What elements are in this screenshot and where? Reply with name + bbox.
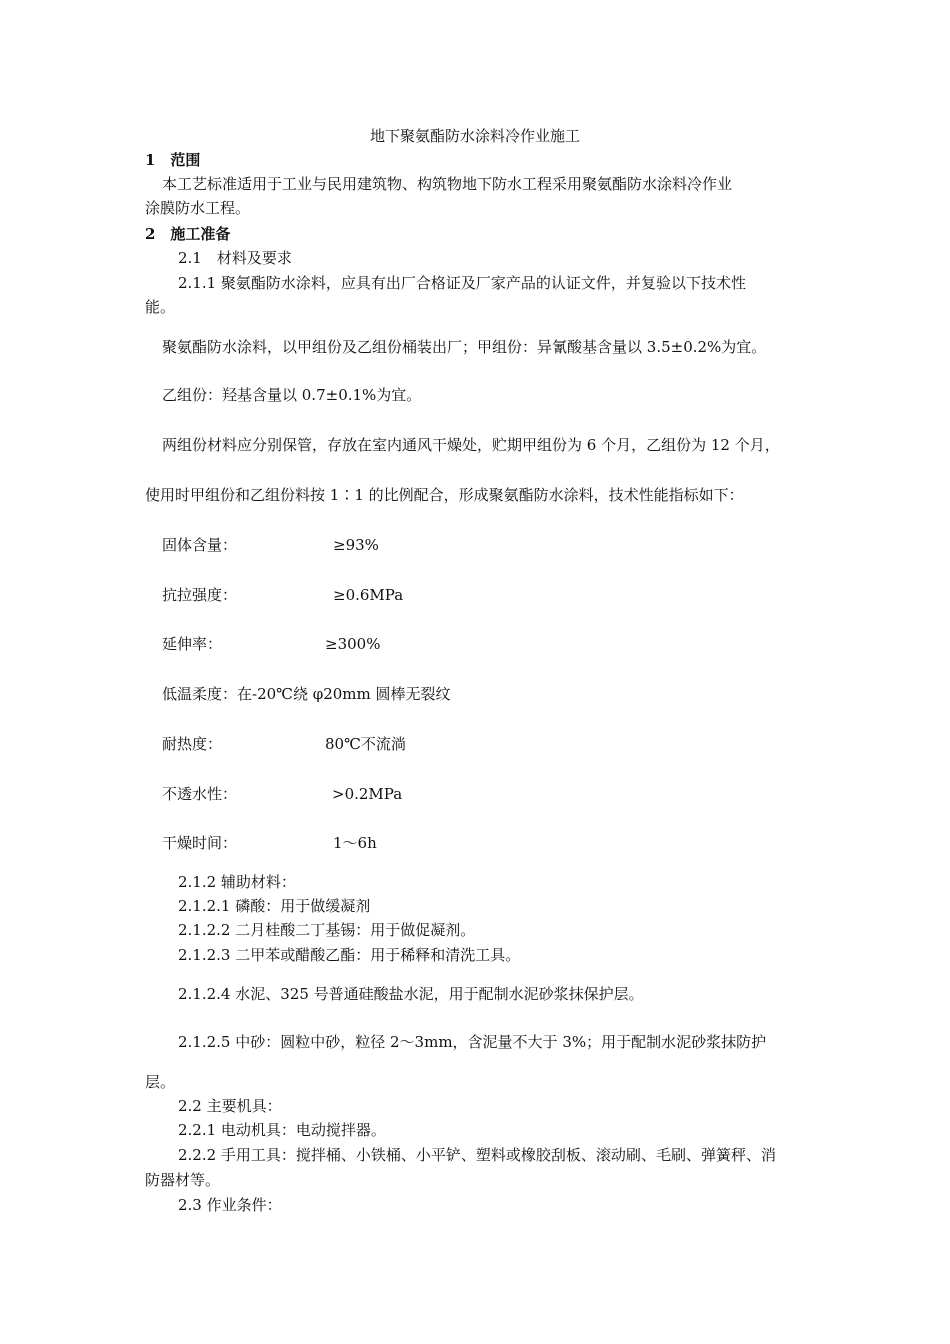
spec-value: ≥300% [325, 635, 381, 653]
section-1-heading: 1 范围 [145, 151, 201, 169]
spec-value: 在-20℃绕 φ20mm 圆棒无裂纹 [237, 685, 451, 703]
spec-row [162, 784, 402, 804]
item-2-1-2-5-line-1: 2.1.2.5 中砂：圆粒中砂，粒径 2～3mm，含泥量不大于 3%；用于配制水泥砂浆抹防护 [178, 1033, 767, 1051]
spec-label: 不透水性： [162, 785, 238, 803]
item-2-2-1: 2.2.1 电动机具：电动搅拌器。 [178, 1121, 386, 1139]
item-2-1-2-4: 2.1.2.4 水泥、325 号普通硅酸盐水泥，用于配制水泥砂浆抹保护层。 [178, 985, 644, 1003]
item-2-2-2-line-2: 防器材等。 [145, 1171, 221, 1189]
spec-value: ≥93% [333, 536, 379, 554]
spec-row [162, 833, 377, 853]
section-1-body-line-2: 涂膜防水工程。 [145, 199, 251, 217]
item-2-2-2-line-1: 2.2.2 手用工具：搅拌桶、小铁桶、小平铲、塑料或橡胶刮板、滚动刷、毛刷、弹簧秤、消 [178, 1146, 776, 1164]
item-2-1-2-2: 2.1.2.2 二月桂酸二丁基锡：用于做促凝剂。 [178, 921, 476, 939]
document-title: 地下聚氨酯防水涂料冷作业施工 [369, 127, 580, 145]
spec-label: 耐热度： [162, 735, 223, 753]
item-2-1-2-5-line-2: 层。 [145, 1073, 176, 1091]
item-2-1-1-line-2: 能。 [145, 298, 176, 316]
spec-row [162, 585, 403, 605]
spec-value: 1～6h [333, 834, 377, 852]
paragraph-storage: 两组份材料应分别保管，存放在室内通风干燥处，贮期甲组份为 6 个月，乙组份为 12 个月， [162, 436, 780, 454]
paragraph-component-b: 乙组份：羟基含量以 0.7±0.1%为宜。 [162, 386, 422, 404]
spec-row [162, 535, 379, 555]
section-2-heading: 2 施工准备 [145, 225, 231, 243]
item-2-1-2: 2.1.2 辅助材料： [178, 873, 296, 891]
item-2-1-2-3: 2.1.2.3 二甲苯或醋酸乙酯：用于稀释和清洗工具。 [178, 946, 521, 964]
spec-value: >0.2MPa [332, 785, 403, 803]
spec-row [162, 684, 451, 704]
spec-row [162, 634, 380, 654]
subsection-2-3: 2.3 作业条件： [178, 1196, 282, 1214]
spec-label: 低温柔度： [162, 685, 238, 703]
item-2-1-2-1: 2.1.2.1 磷酸：用于做缓凝剂 [178, 897, 371, 915]
paragraph-mixing: 使用时甲组份和乙组份料按 1∶1 的比例配合，形成聚氨酯防水涂料，技术性能指标如下： [145, 486, 744, 504]
spec-value: 80℃不流淌 [325, 735, 406, 753]
spec-label: 干燥时间： [162, 834, 238, 852]
spec-label: 固体含量： [162, 536, 238, 554]
spec-value: ≥0.6MPa [333, 586, 404, 604]
section-1-body-line-1: 本工艺标准适用于工业与民用建筑物、构筑物地下防水工程采用聚氨酯防水涂料冷作业 [162, 175, 733, 193]
spec-label: 抗拉强度： [162, 586, 238, 604]
item-2-1-1-line-1: 2.1.1 聚氨酯防水涂料，应具有出厂合格证及厂家产品的认证文件，并复验以下技术性 [178, 274, 746, 292]
spec-row [162, 734, 406, 754]
spec-label: 延伸率： [162, 635, 223, 653]
subsection-2-2: 2.2 主要机具： [178, 1097, 282, 1115]
subsection-2-1: 2.1 材料及要求 [178, 249, 292, 267]
paragraph-component-a: 聚氨酯防水涂料，以甲组份及乙组份桶装出厂；甲组份：异氰酸基含量以 3.5±0.2%为宜。 [162, 338, 767, 356]
